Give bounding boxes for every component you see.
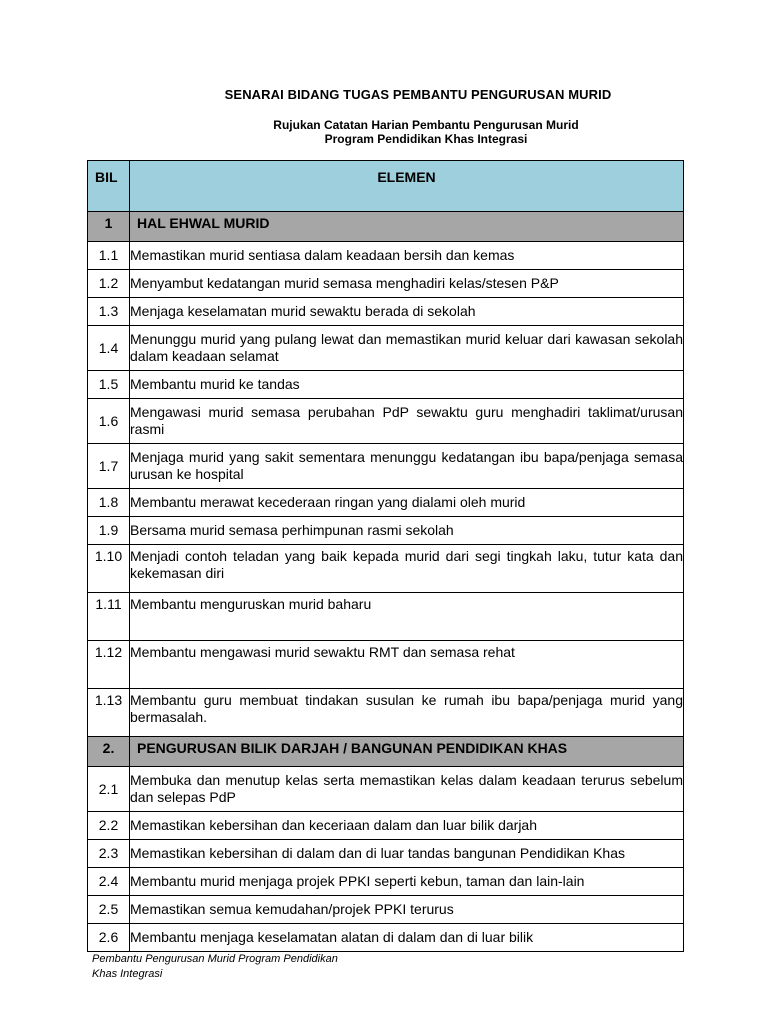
section-number: 1	[88, 212, 130, 242]
section-heading: HAL EHWAL MURID	[130, 212, 684, 242]
table-row	[88, 767, 684, 812]
row-number: 1.2	[88, 270, 130, 298]
subtitle-program: Program Pendidikan Khas Integrasi	[324, 132, 528, 146]
row-number: 1.11	[88, 593, 130, 641]
table-row	[88, 689, 684, 737]
row-text: Membantu mengawasi murid sewaktu RMT dan semasa rehat	[130, 641, 684, 689]
row-number: 2.5	[88, 896, 130, 924]
row-text: Bersama murid semasa perhimpunan rasmi sekolah	[130, 517, 684, 545]
table-row	[88, 812, 684, 840]
row-number: 1.12	[88, 641, 130, 689]
footer-line: Khas Integrasi	[92, 968, 163, 980]
table-row	[88, 545, 684, 593]
row-text: Memastikan kebersihan dan keceriaan dalam dan luar bilik darjah	[130, 812, 684, 840]
table-row	[88, 924, 684, 952]
row-text: Memastikan semua kemudahan/projek PPKI terurus	[130, 896, 684, 924]
header-elemen: ELEMEN	[130, 161, 684, 212]
table-row	[88, 840, 684, 868]
header-bil: BIL	[88, 161, 130, 212]
row-text: Menyambut kedatangan murid semasa menghadiri kelas/stesen P&P	[130, 270, 684, 298]
table-header-row	[88, 161, 684, 212]
table-row	[88, 641, 684, 689]
row-number: 1.10	[88, 545, 130, 593]
row-text: Menunggu murid yang pulang lewat dan memastikan murid keluar dari kawasan sekolah dalam keadaan selamat	[130, 326, 684, 371]
section-number: 2.	[88, 737, 130, 767]
row-text: Memastikan kebersihan di dalam dan di luar tandas bangunan Pendidikan Khas	[130, 840, 684, 868]
row-number: 1.6	[88, 399, 130, 444]
row-text: Membantu menjaga keselamatan alatan di dalam dan di luar bilik	[130, 924, 684, 952]
table-row	[88, 371, 684, 399]
duty-table	[87, 160, 684, 952]
table-row	[88, 399, 684, 444]
row-text: Membantu merawat kecederaan ringan yang dialami oleh murid	[130, 489, 684, 517]
table-row	[88, 489, 684, 517]
row-text: Membantu murid menjaga projek PPKI seperti kebun, taman dan lain-lain	[130, 868, 684, 896]
section-row	[88, 212, 684, 242]
footer	[92, 952, 372, 982]
table-row	[88, 444, 684, 489]
row-number: 1.9	[88, 517, 130, 545]
row-text: Menjaga murid yang sakit sementara menunggu kedatangan ibu bapa/penjaga semasa urusan ke hospital	[130, 444, 684, 489]
row-text: Mengawasi murid semasa perubahan PdP sewaktu guru menghadiri taklimat/urusan rasmi	[130, 399, 684, 444]
table-row	[88, 593, 684, 641]
subtitle-reference: Rujukan Catatan Harian Pembantu Pengurusan Murid	[273, 118, 579, 132]
row-number: 1.3	[88, 298, 130, 326]
section-row	[88, 737, 684, 767]
row-number: 2.1	[88, 767, 130, 812]
page-title: SENARAI BIDANG TUGAS PEMBANTU PENGURUSAN MURID	[224, 87, 612, 102]
row-text: Menjadi contoh teladan yang baik kepada murid dari segi tingkah laku, tutur kata dan kekemasan diri	[130, 545, 684, 593]
footer-line: Pembantu Pengurusan Murid Program Pendidikan	[92, 953, 338, 965]
row-number: 1.4	[88, 326, 130, 371]
row-text: Menjaga keselamatan murid sewaktu berada di sekolah	[130, 298, 684, 326]
table-row	[88, 270, 684, 298]
table-row	[88, 868, 684, 896]
row-number: 1.1	[88, 242, 130, 270]
row-text: Memastikan murid sentiasa dalam keadaan bersih dan kemas	[130, 242, 684, 270]
section-heading: PENGURUSAN BILIK DARJAH / BANGUNAN PENDIDIKAN KHAS	[130, 737, 684, 767]
table-row	[88, 298, 684, 326]
row-text: Membuka dan menutup kelas serta memastikan kelas dalam keadaan terurus sebelum dan selepas PdP	[130, 767, 684, 812]
table-row	[88, 517, 684, 545]
row-text: Membantu guru membuat tindakan susulan ke rumah ibu bapa/penjaga murid yang bermasalah.	[130, 689, 684, 737]
row-text: Membantu menguruskan murid baharu	[130, 593, 684, 641]
row-number: 1.5	[88, 371, 130, 399]
row-number: 2.6	[88, 924, 130, 952]
row-number: 2.2	[88, 812, 130, 840]
row-number: 1.13	[88, 689, 130, 737]
row-number: 1.8	[88, 489, 130, 517]
table-row	[88, 242, 684, 270]
row-number: 2.3	[88, 840, 130, 868]
row-number: 2.4	[88, 868, 130, 896]
table-row	[88, 896, 684, 924]
row-number: 1.7	[88, 444, 130, 489]
row-text: Membantu murid ke tandas	[130, 371, 684, 399]
table-row	[88, 326, 684, 371]
